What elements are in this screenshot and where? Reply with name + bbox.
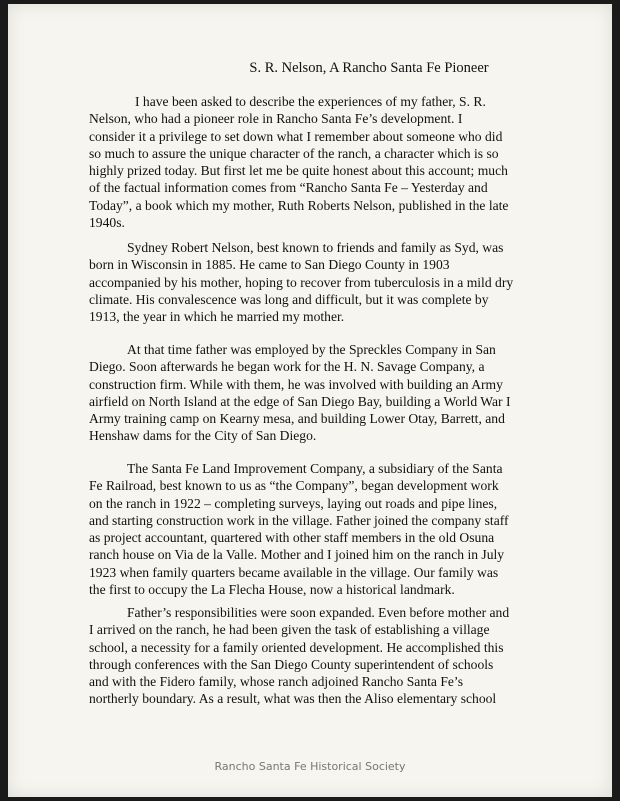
paragraph-4 xyxy=(89,460,529,598)
text-line: 1940s. xyxy=(89,215,125,231)
paragraph-1 xyxy=(89,93,529,231)
text-line: through conferences with the San Diego County superintendent of schools xyxy=(89,656,494,672)
text-line: of the factual information comes from “Rancho Santa Fe – Yesterday and xyxy=(89,180,488,196)
text-line: as project accountant, quartered with other staff members in the old Osuna xyxy=(89,530,495,546)
text-line: highly prized today. But first let me be quite honest about this account; much xyxy=(89,163,508,179)
text-line: At that time father was employed by the Spreckles Company in San xyxy=(127,342,496,357)
text-line: I have been asked to describe the experiences of my father, S. R. xyxy=(135,94,486,109)
text-line: Army training camp on Kearny mesa, and building Lower Otay, Barrett, and xyxy=(89,411,505,427)
text-line: accompanied by his mother, hoping to recover from tuberculosis in a mild dry xyxy=(89,274,514,290)
text-line: on the ranch in 1922 – completing surveys, laying out roads and pipe lines, xyxy=(89,495,498,511)
text-line: construction firm. While with them, he was involved with building an Army xyxy=(89,376,503,392)
text-line: Fe Railroad, best known to us as “the Company”, began development work xyxy=(89,478,499,494)
text-line: and with the Fidero family, whose ranch adjoined Rancho Santa Fe’s xyxy=(89,674,463,690)
text-line: Diego. Soon afterwards he began work for the H. N. Savage Company, a xyxy=(89,359,485,375)
document-title: S. R. Nelson, A Rancho Santa Fe Pioneer xyxy=(249,60,489,76)
text-line: 1913, the year in which he married my mother. xyxy=(89,309,345,325)
text-line: airfield on North Island at the edge of San Diego Bay, building a World War I xyxy=(89,393,511,409)
text-line: ranch house on Via de la Valle. Mother and I joined him on the ranch in July xyxy=(89,547,505,563)
text-line: northerly boundary. As a result, what was then the Aliso elementary school xyxy=(89,691,497,707)
paragraph-5 xyxy=(89,604,529,708)
text-line: 1923 when family quarters became available in the village. Our family was xyxy=(89,564,499,580)
footer-watermark: Rancho Santa Fe Historical Society xyxy=(214,760,406,773)
text-line: born in Wisconsin in 1885. He came to San Diego County in 1903 xyxy=(89,257,450,273)
text-line: I arrived on the ranch, he had been given the task of establishing a village xyxy=(89,622,490,638)
text-line: school, a necessity for a family oriented development. He accomplished this xyxy=(89,639,504,655)
text-line: Today”, a book which my mother, Ruth Roberts Nelson, published in the late xyxy=(89,197,509,213)
text-line: Henshaw dams for the City of San Diego. xyxy=(89,428,317,444)
text-line: climate. His convalescence was long and difficult, but it was complete by xyxy=(89,291,489,307)
text-line: and starting construction work in the village. Father joined the company staff xyxy=(89,512,509,528)
text-line: Sydney Robert Nelson, best known to friends and family as Syd, was xyxy=(127,240,504,255)
text-line: the first to occupy the La Flecha House, now a historical landmark. xyxy=(89,582,455,598)
text-line: Father’s responsibilities were soon expanded. Even before mother and xyxy=(127,605,510,620)
paragraph-3 xyxy=(89,341,529,445)
text-line: Nelson, who had a pioneer role in Rancho Santa Fe’s development. I xyxy=(89,111,463,127)
paragraph-2 xyxy=(89,239,529,325)
text-line: The Santa Fe Land Improvement Company, a subsidiary of the Santa xyxy=(127,461,503,476)
text-line: so much to assure the unique character of the ranch, a character which is so xyxy=(89,145,499,161)
text-line: consider it a privilege to set down what I remember about someone who did xyxy=(89,128,503,144)
